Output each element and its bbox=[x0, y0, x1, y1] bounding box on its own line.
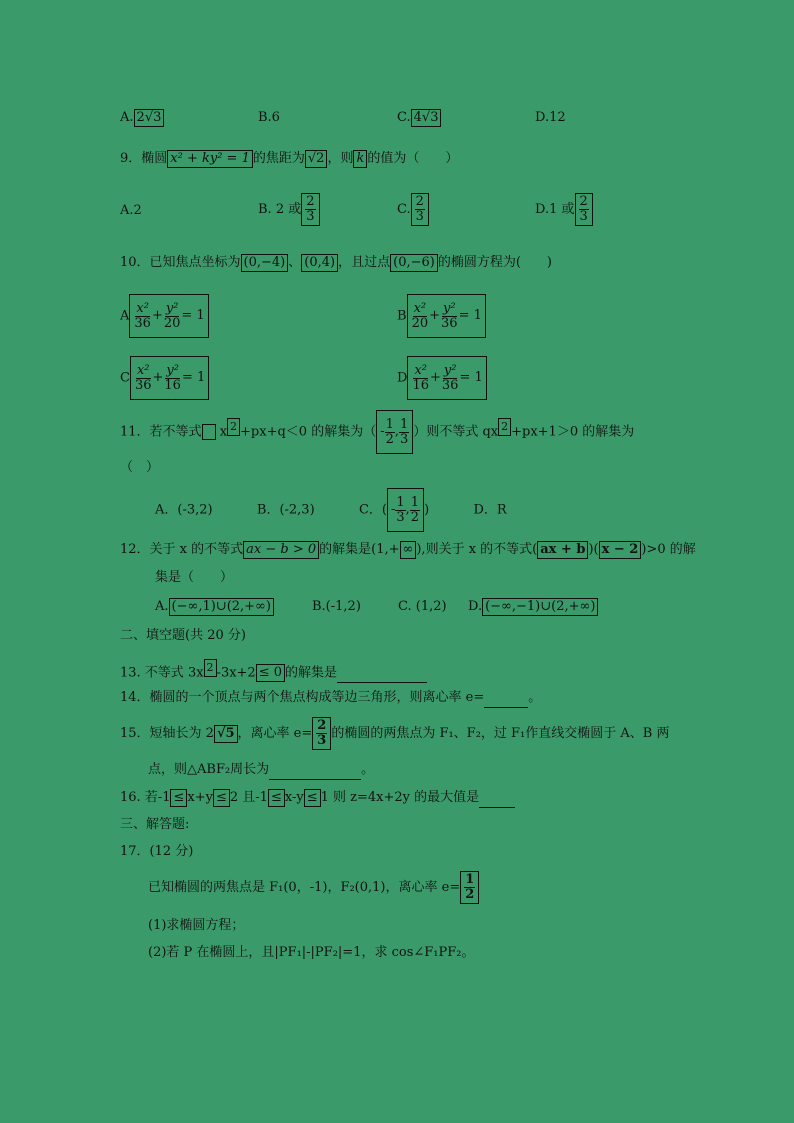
q10-point: (0,−6) bbox=[390, 254, 438, 272]
q12-option-c: C. (1,2) bbox=[398, 599, 447, 614]
q9-stem bbox=[120, 149, 458, 169]
q16-blank[interactable] bbox=[479, 793, 515, 808]
q17-eccentricity bbox=[460, 871, 479, 904]
q13-c: ≤ 0 bbox=[256, 664, 285, 682]
q8-option-c-math: 4√3 bbox=[411, 109, 442, 127]
q9-option-b-label: B. 2 或 bbox=[258, 202, 302, 217]
q11-stem-d: ）则不等式 qx bbox=[413, 424, 499, 440]
q12-option-a-math: (−∞,1)∪(2,+∞) bbox=[169, 598, 274, 616]
q12-infinity: ∞ bbox=[400, 541, 417, 559]
q8-option-a bbox=[120, 108, 164, 128]
q8-option-c-label: C. bbox=[397, 110, 411, 125]
frac-num: 2 bbox=[306, 194, 315, 209]
q11-options bbox=[155, 488, 507, 532]
frac-den: 3 bbox=[396, 509, 405, 525]
frac-num: x² bbox=[136, 300, 149, 316]
q9-option-d bbox=[535, 190, 593, 230]
q16 bbox=[120, 788, 515, 808]
frac-den: 2 bbox=[465, 887, 475, 902]
q8-c-radicand: 3 bbox=[430, 109, 439, 125]
frac-num: 1 bbox=[465, 872, 475, 887]
q15-c: 的椭圆的两焦点为 F₁、F₂，过 F₁作直线交椭圆于 A、B 两 bbox=[331, 726, 670, 741]
frac-den: 36 bbox=[441, 377, 459, 393]
minus-sign: - bbox=[390, 502, 396, 517]
q16-le-3: ≤ bbox=[268, 789, 285, 807]
q16-c: 2 且-1 bbox=[229, 790, 268, 805]
q11-option-c-label: C．( bbox=[358, 502, 387, 518]
frac-num: x² bbox=[136, 362, 150, 378]
frac-den: 36 bbox=[134, 377, 152, 393]
frac-num: y² bbox=[166, 362, 179, 378]
q15-a: 15．短轴长为 2 bbox=[120, 726, 214, 741]
q10-option-a bbox=[120, 294, 209, 338]
q10-option-c bbox=[120, 356, 209, 400]
equals-one: = 1 bbox=[181, 308, 205, 323]
q10-stem-b: ，且过点 bbox=[338, 255, 391, 270]
q11-option-c-math bbox=[387, 488, 424, 532]
q13-d: 的解集是 bbox=[285, 665, 338, 681]
q16-le-2: ≤ bbox=[213, 789, 230, 807]
q9-stem-a: 9．椭圆 bbox=[120, 151, 168, 166]
frac-den: 3 bbox=[317, 733, 327, 748]
q8-option-d: D.12 bbox=[535, 110, 566, 125]
q10-option-b bbox=[397, 294, 486, 338]
q11-stem-c: +px+q＜0 的解集为（ bbox=[240, 424, 377, 440]
q9-stem-c: ，则 bbox=[327, 151, 354, 166]
frac-num: 1 bbox=[396, 494, 405, 510]
q11-option-a: A．(-3,2) bbox=[155, 502, 213, 518]
equals-one: = 1 bbox=[458, 308, 482, 323]
q10-stem-c: 的椭圆方程为( ) bbox=[437, 255, 552, 270]
q12-option-a-label: A. bbox=[155, 599, 169, 614]
q9-stem-b: 的焦距为 bbox=[252, 151, 305, 166]
q9-option-b-frac bbox=[301, 193, 319, 226]
q12-stem-a: 12．关于 x 的不等式 bbox=[120, 542, 244, 557]
frac-num: 2 bbox=[579, 194, 588, 209]
q10-sep: 、 bbox=[288, 255, 302, 270]
q11-option-b: B．(-2,3) bbox=[256, 502, 315, 518]
q15-radical: √5 bbox=[214, 725, 238, 743]
q9-focal: √2 bbox=[305, 150, 328, 168]
frac-den: 16 bbox=[412, 377, 429, 393]
q9-k: k bbox=[353, 150, 367, 168]
minus-sign: - bbox=[380, 424, 385, 439]
q14-end: 。 bbox=[528, 690, 542, 705]
q10-option-a-label: A bbox=[120, 308, 130, 324]
q8-option-a-math: 2√3 bbox=[134, 109, 165, 127]
q17-part-1: (1)求椭圆方程； bbox=[148, 918, 245, 933]
q15 bbox=[120, 716, 669, 752]
frac-num: y² bbox=[443, 362, 457, 378]
q16-le-4: ≤ bbox=[304, 789, 321, 807]
q8-option-b: B.6 bbox=[258, 110, 280, 125]
q13-sup: 2 bbox=[204, 659, 217, 677]
plus-sign: + bbox=[151, 308, 163, 323]
q11-bracket: （ ） bbox=[120, 460, 160, 475]
q9-option-c-frac bbox=[411, 193, 429, 226]
q11-solution-set bbox=[376, 410, 413, 454]
equals-one: = 1 bbox=[181, 370, 206, 385]
q15-d: 点，则△ABF₂周长为 bbox=[148, 762, 270, 777]
q10-stem-a: 10．已知焦点坐标为 bbox=[120, 255, 241, 270]
q12-stem-cont: 集是（ ） bbox=[155, 570, 234, 585]
q17-title: 17．(12 分) bbox=[120, 844, 194, 859]
frac-num: 1 bbox=[410, 494, 420, 510]
frac-den: 3 bbox=[306, 209, 315, 224]
q10-option-d-label: D bbox=[397, 370, 408, 386]
q9-option-d-label: D.1 或 bbox=[535, 202, 575, 217]
q10-option-d-eq bbox=[407, 356, 486, 400]
frac-num: x² bbox=[413, 300, 427, 316]
frac-num: y² bbox=[165, 300, 179, 316]
frac-den: 36 bbox=[134, 315, 151, 331]
q11-option-c-suffix: ) bbox=[424, 502, 430, 518]
frac-num: 1 bbox=[385, 416, 394, 432]
q9-option-d-frac bbox=[575, 193, 593, 226]
plus-sign: + bbox=[429, 370, 441, 385]
plus-sign: + bbox=[429, 308, 441, 323]
frac-den: 2 bbox=[410, 509, 420, 525]
q9-option-c-label: C. bbox=[397, 202, 411, 217]
q8-a-coef: 2 bbox=[136, 109, 145, 125]
q10-option-b-eq bbox=[407, 294, 486, 338]
frac-num: y² bbox=[443, 300, 456, 316]
q12-option-d-label: D. bbox=[468, 599, 483, 614]
q17-stem-text: 已知椭圆的两焦点是 F₁(0，-1)，F₂(0,1)，离心率 e= bbox=[148, 880, 461, 895]
frac-den: 36 bbox=[441, 315, 458, 331]
q16-d: x-y bbox=[284, 790, 304, 805]
q12-factor-2: x − 2 bbox=[599, 541, 642, 559]
q11-stem-a: 11．若不等式 bbox=[120, 424, 202, 440]
q15-eccentricity bbox=[312, 717, 331, 750]
q14-a: 14．椭圆的一个顶点与两个焦点构成等边三角形，则离心率 e= bbox=[120, 690, 485, 705]
q11-empty-box bbox=[202, 424, 216, 440]
q10-focus-2: (0,4) bbox=[301, 254, 338, 272]
q12-option-d-math: (−∞,−1)∪(2,+∞) bbox=[482, 598, 598, 616]
q17-part-2: (2)若 P 在椭圆上，且|PF₁|-|PF₂|=1，求 cos∠F₁PF₂。 bbox=[148, 945, 475, 960]
frac-den: 3 bbox=[579, 209, 588, 224]
q13-b: -3x+2 bbox=[216, 665, 256, 681]
q17-stem bbox=[148, 868, 479, 908]
q16-b: x+y bbox=[187, 790, 213, 805]
frac-num: x² bbox=[414, 362, 427, 378]
q9-option-c bbox=[397, 190, 429, 230]
section-solve-heading: 三、解答题: bbox=[120, 817, 190, 832]
q12-stem-d: )>0 的解 bbox=[641, 542, 696, 557]
frac-den: 20 bbox=[411, 315, 429, 331]
q15-blank[interactable] bbox=[269, 765, 361, 780]
q9-equation: x² + ky² = 1 bbox=[167, 150, 253, 168]
q14 bbox=[120, 688, 541, 708]
q9-option-b bbox=[258, 190, 320, 230]
frac-den: 2 bbox=[385, 431, 394, 447]
q11-option-d: D．R bbox=[473, 502, 507, 518]
equals-one: = 1 bbox=[459, 370, 483, 385]
q14-blank[interactable] bbox=[484, 693, 528, 708]
q10-option-a-eq bbox=[129, 294, 208, 338]
q10-option-d bbox=[397, 356, 487, 400]
comma: , bbox=[405, 502, 410, 517]
q12-stem-b: 的解集是(1,+ bbox=[319, 542, 400, 557]
q9-focal-radicand: 2 bbox=[316, 150, 325, 166]
q13 bbox=[120, 659, 427, 683]
q11-stem-b: x bbox=[219, 424, 228, 440]
q9-option-a: A.2 bbox=[120, 203, 142, 218]
frac-num: 2 bbox=[415, 194, 424, 209]
q8-c-coef: 4 bbox=[413, 109, 422, 125]
q12-option-a bbox=[155, 597, 274, 617]
q11-stem-e: +px+1＞0 的解集为 bbox=[511, 424, 635, 440]
q8-option-c bbox=[397, 108, 441, 128]
q12-stem-c: ),则关于 x 的不等式( bbox=[416, 542, 538, 557]
q16-a: 16. 若-1 bbox=[120, 790, 171, 805]
frac-num: 2 bbox=[317, 718, 327, 733]
q11-sup-box: 2 bbox=[227, 418, 240, 436]
q12-option-b: B.(-1,2) bbox=[312, 599, 361, 614]
q15-end: 。 bbox=[361, 762, 375, 777]
q13-blank[interactable] bbox=[337, 668, 427, 683]
q8-option-a-label: A. bbox=[120, 110, 134, 125]
frac-den: 16 bbox=[164, 377, 181, 393]
q12-inequality: ax − b > 0 bbox=[243, 541, 319, 559]
frac-num: 1 bbox=[400, 416, 409, 432]
frac-den: 3 bbox=[400, 431, 409, 447]
q9-stem-d: 的值为（ ） bbox=[367, 151, 459, 166]
q16-e: 1 则 z=4x+2y 的最大值是 bbox=[320, 790, 480, 805]
q10-option-c-eq bbox=[130, 356, 209, 400]
q8-a-radicand: 3 bbox=[153, 109, 162, 125]
section-fill-in-heading: 二、填空题(共 20 分) bbox=[120, 628, 246, 643]
q10-stem bbox=[120, 253, 552, 273]
q10-option-c-label: C bbox=[120, 370, 130, 386]
q15-b: ，离心率 e= bbox=[237, 726, 313, 741]
q12-option-d bbox=[468, 597, 598, 617]
comma: , bbox=[394, 424, 400, 439]
plus-sign: + bbox=[152, 370, 164, 385]
q11-stem bbox=[120, 410, 634, 454]
q16-le-1: ≤ bbox=[170, 789, 187, 807]
q12-factor-1: ax + b bbox=[537, 541, 588, 559]
frac-den: 3 bbox=[415, 209, 424, 224]
q15-cont bbox=[148, 760, 374, 780]
q10-focus-1: (0,−4) bbox=[241, 254, 289, 272]
q10-option-b-label: B bbox=[397, 308, 407, 324]
q13-a: 13. 不等式 3x bbox=[120, 665, 204, 681]
q12-stem: 12．关于 x 的不等式 ax − b > 0 的解集是(1,+ ∞ ),则关于 x 的不等式( ax + b )( x − 2 )>0 的解 bbox=[120, 541, 696, 557]
frac-den: 20 bbox=[163, 315, 181, 331]
q11-sup-box-2: 2 bbox=[498, 418, 511, 436]
q15-radicand: 5 bbox=[225, 725, 235, 741]
